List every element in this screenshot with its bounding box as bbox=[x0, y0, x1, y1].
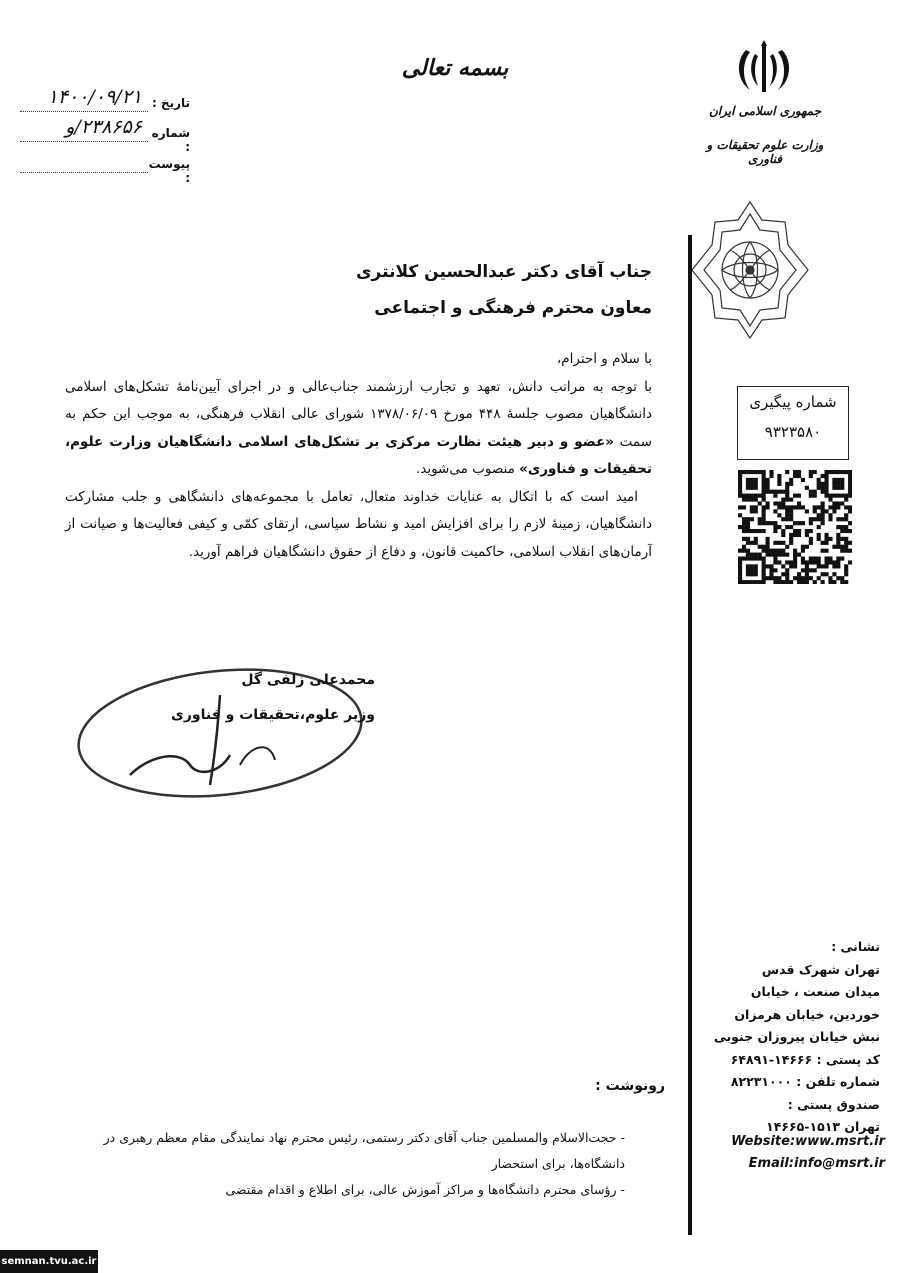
address-line: شماره تلفن : ۸۲۲۳۱۰۰۰ bbox=[730, 1074, 880, 1089]
footer-watermark: semnan.tvu.ac.ir bbox=[0, 1250, 98, 1273]
email-text: Email:info@msrt.ir bbox=[748, 1156, 885, 1171]
tracking-box bbox=[737, 386, 849, 460]
recipient-title: معاون محترم فرهنگی و اجتماعی bbox=[374, 298, 652, 318]
address-line: خوردین، خیابان هرمزان bbox=[734, 1006, 880, 1022]
attachment-row bbox=[20, 153, 190, 185]
address-line: نبش خیابان پیروزان جنوبی bbox=[713, 1029, 880, 1044]
address-label: نشانی : bbox=[831, 939, 880, 954]
copy-item: - حجت‌الاسلام والمسلمین جناب آقای دکتر رستمی، رئیس محترم نهاد نمایندگی مقام معظم رهبری در دانشگاه‌ها، برای استحضار bbox=[103, 1130, 625, 1171]
appointment-title: «عضو و دبیر هیئت نظارت مرکزی بر تشکل‌های اسلامی دانشگاهیان وزارت علوم، تحقیقات و فناوری» bbox=[65, 433, 652, 477]
address-line: تهران شهرک قدس bbox=[761, 961, 880, 977]
islamic-ornament-icon bbox=[690, 200, 810, 340]
government-name: جمهوری اسلامی ایران bbox=[708, 104, 822, 118]
date-value: ۱۴۰۰/۰۹/۲۱ bbox=[47, 86, 142, 108]
copy-item: - رؤسای محترم دانشگاه‌ها و مراکز آموزش عالی، برای اطلاع و اقدام مقتضی bbox=[225, 1182, 625, 1197]
iran-emblem-icon bbox=[734, 40, 794, 96]
qr-code-icon bbox=[738, 470, 852, 584]
tracking-number: ۹۳۲۳۵۸۰ bbox=[764, 423, 822, 441]
address-line: کد پستی : ۱۴۶۶۶-۶۴۸۹۱ bbox=[730, 1051, 880, 1067]
date-row bbox=[20, 86, 190, 116]
tracking-label: شماره پیگیری bbox=[749, 393, 837, 411]
address-line: صندوق پستی : bbox=[787, 1096, 880, 1112]
copies-list bbox=[60, 1125, 625, 1203]
signer-name: محمدعلی زلفی گل bbox=[241, 672, 375, 688]
address-line: میدان صنعت ، خیابان bbox=[750, 984, 880, 999]
number-row bbox=[20, 116, 190, 154]
number-value: ۲۳۸۶۵۶/و bbox=[65, 116, 142, 138]
ministry-name: وزارت علوم تحقیقات و فناوری bbox=[706, 138, 824, 166]
date-label: تاریخ : bbox=[151, 96, 190, 110]
letter-body bbox=[65, 346, 652, 566]
address-line: تهران ۱۵۱۳-۱۴۶۶۵ bbox=[766, 1119, 880, 1134]
vertical-divider bbox=[688, 235, 692, 1235]
recipient-name: جناب آقای دکتر عبدالحسین کلانتری bbox=[355, 262, 652, 282]
website-text: Website:www.msrt.ir bbox=[731, 1134, 885, 1149]
number-label: شماره : bbox=[151, 126, 190, 154]
body-paragraph-1: با توجه به مراتب دانش، تعهد و تجارب ارزشمند جناب‌عالی و در اجرای آیین‌نامهٔ تشکل‌های اسلامی دانشگاهیان مصوب جلسهٔ ۴۴۸ مورخ ۱۳۷۸/۰۶/۰۹ شورای عالی انقلاب فرهنگی، به موجب این حکم به سمت «عضو و دبیر هیئت نظارت مرکزی بر تشکل‌های اسلامی دانشگاهیان وزارت علوم، تحقیقات و فناوری» منصوب می‌شوید. bbox=[65, 378, 653, 477]
greeting: با سلام و احترام، bbox=[556, 351, 652, 367]
bismillah-heading: بسمه تعالی bbox=[401, 55, 509, 81]
signer-title: وزیر علوم،تحقیقات و فناوری bbox=[171, 707, 375, 723]
copies-label: رونوشت : bbox=[595, 1078, 665, 1094]
address-block bbox=[710, 936, 880, 1139]
attachment-label: پیوست : bbox=[148, 157, 190, 185]
body-paragraph-2: امید است که با اتکال به عنایات خداوند متعال، تعامل با مجموعه‌های دانشگاهی و جلب مشارکت دانشگاهیان، زمینهٔ لازم را برای افزایش امید و نشاط سیاسی، ارتقای کمّی و کیفی فعالیت‌ها و صیانت از آرمان‌های انقلاب اسلامی، حاکمیت قانون، و دفاع از حقوق دانشگاهیان فراهم آورید. bbox=[65, 488, 652, 560]
